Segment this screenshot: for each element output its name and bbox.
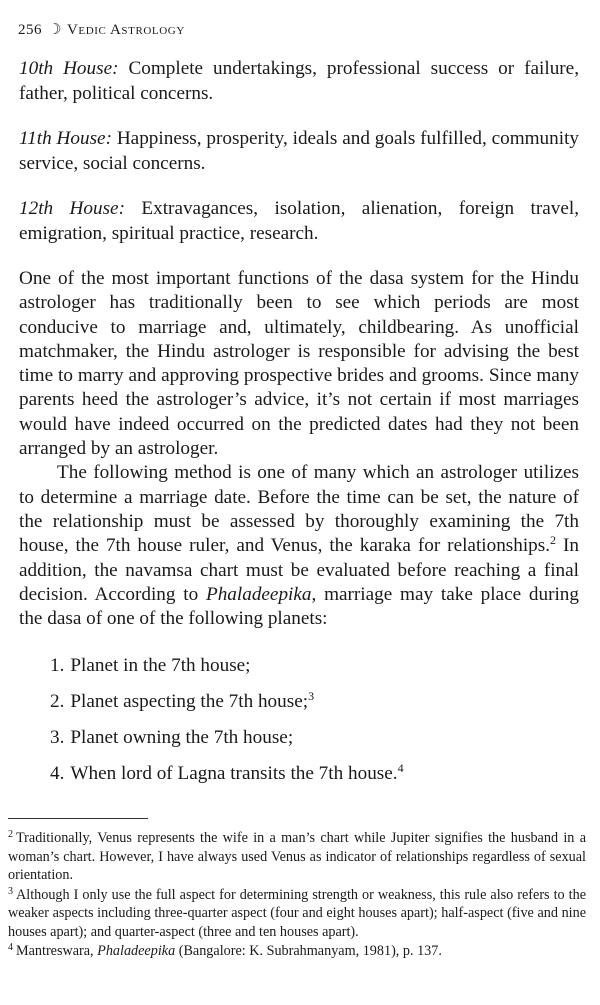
- list-item: [50, 762, 570, 798]
- book-title-ref: Phaladeepika: [97, 943, 176, 959]
- house-11: [19, 126, 579, 176]
- footnote-ref: 3: [308, 689, 315, 703]
- house-label: 12th House:: [19, 198, 125, 219]
- footnote-text: Traditionally, Venus represents the wife in a man’s chart while Jupiter signifies the husband in a woman’s chart. However, I have always used Venus as indicator of relationships regardless of sexual orientation.: [8, 830, 586, 883]
- list-number: 2.: [50, 691, 65, 712]
- footnote-ref: 2: [550, 533, 557, 548]
- house-description: Complete undertakings, professional success or failure, father, political concerns.: [19, 58, 579, 104]
- paragraph-text: The following method is one of many which an astrologer utilizes to determine a marriage date. Before the time can be set, the nature of the relationship must be assessed by thoroughly examining the 7th house, the 7th house ruler, and Venus, the karaka for relationships.: [19, 462, 579, 557]
- house-list: [19, 56, 579, 266]
- list-number: 3.: [50, 727, 65, 748]
- footnote-2: [8, 829, 586, 885]
- list-item: [50, 690, 570, 726]
- list-item: [50, 654, 570, 690]
- footnote-text: (Bangalore: K. Subrahmanyam, 1981), p. 137.: [175, 943, 442, 959]
- house-label: 11th House:: [19, 128, 112, 149]
- paragraph-marriage-method: [19, 461, 579, 631]
- list-number: 4.: [50, 763, 65, 784]
- paragraph-dasa-marriage: One of the most important functions of the dasa system for the Hindu astrologer has traditionally been to see which periods are most conducive to marriage and, ultimately, childbearing. As unofficial matchmaker, the Hindu astrologer is responsible for advising the best time to marry and approving prospective brides and grooms. Since many parents heed the astrologer’s advice, it’s not certain if most marriages would have indeed occurred on the predicted dates had they not been arranged by an astrologer.: [19, 268, 579, 460]
- body-text: [19, 267, 579, 631]
- footnote-number: 2: [8, 829, 13, 840]
- list-text: Planet owning the 7th house;: [70, 727, 294, 748]
- list-item: [50, 726, 570, 762]
- moon-icon: ☽: [48, 22, 62, 38]
- running-header: [18, 20, 185, 39]
- list-text: Planet aspecting the 7th house;: [70, 691, 309, 712]
- list-text: When lord of Lagna transits the 7th house.: [70, 763, 398, 784]
- footnote-text: Although I only use the full aspect for determining strength or weakness, this rule also refers to the weaker aspects including three-quarter aspect (four and eight houses apart); half-aspect (five and nine houses apart); and quarter-aspect (three and ten houses apart).: [8, 886, 586, 940]
- paragraph-text: , marriage may take place during the dasa of one of the following planets:: [19, 583, 579, 630]
- house-label: 10th House:: [19, 58, 119, 79]
- book-title: Vedic Astrology: [66, 22, 185, 38]
- book-title-ref: Phaladeepika: [205, 583, 312, 605]
- footnote-4: [8, 942, 586, 961]
- list-number: 1.: [50, 655, 65, 676]
- list-text: Planet in the 7th house;: [70, 655, 251, 676]
- footnote-divider: [8, 818, 148, 819]
- footnote-number: 3: [8, 885, 13, 897]
- planet-list: [50, 654, 570, 798]
- house-10: [19, 56, 579, 106]
- footnote-text: Mantreswara,: [16, 943, 98, 959]
- paragraph-text: In addition, the navamsa chart must be evaluated before reaching a final decision. According to: [19, 535, 579, 605]
- house-description: Extravagances, isolation, alienation, foreign travel, emigration, spiritual practice, research.: [19, 198, 580, 244]
- footnotes: [8, 829, 586, 962]
- footnote-ref: 4: [397, 761, 404, 775]
- house-12: [19, 196, 579, 246]
- page-number: 256: [18, 22, 42, 38]
- footnote-3: [8, 886, 586, 942]
- footnote-number: 4: [8, 942, 13, 953]
- house-description: Happiness, prosperity, ideals and goals fulfilled, community service, social concerns.: [19, 128, 579, 174]
